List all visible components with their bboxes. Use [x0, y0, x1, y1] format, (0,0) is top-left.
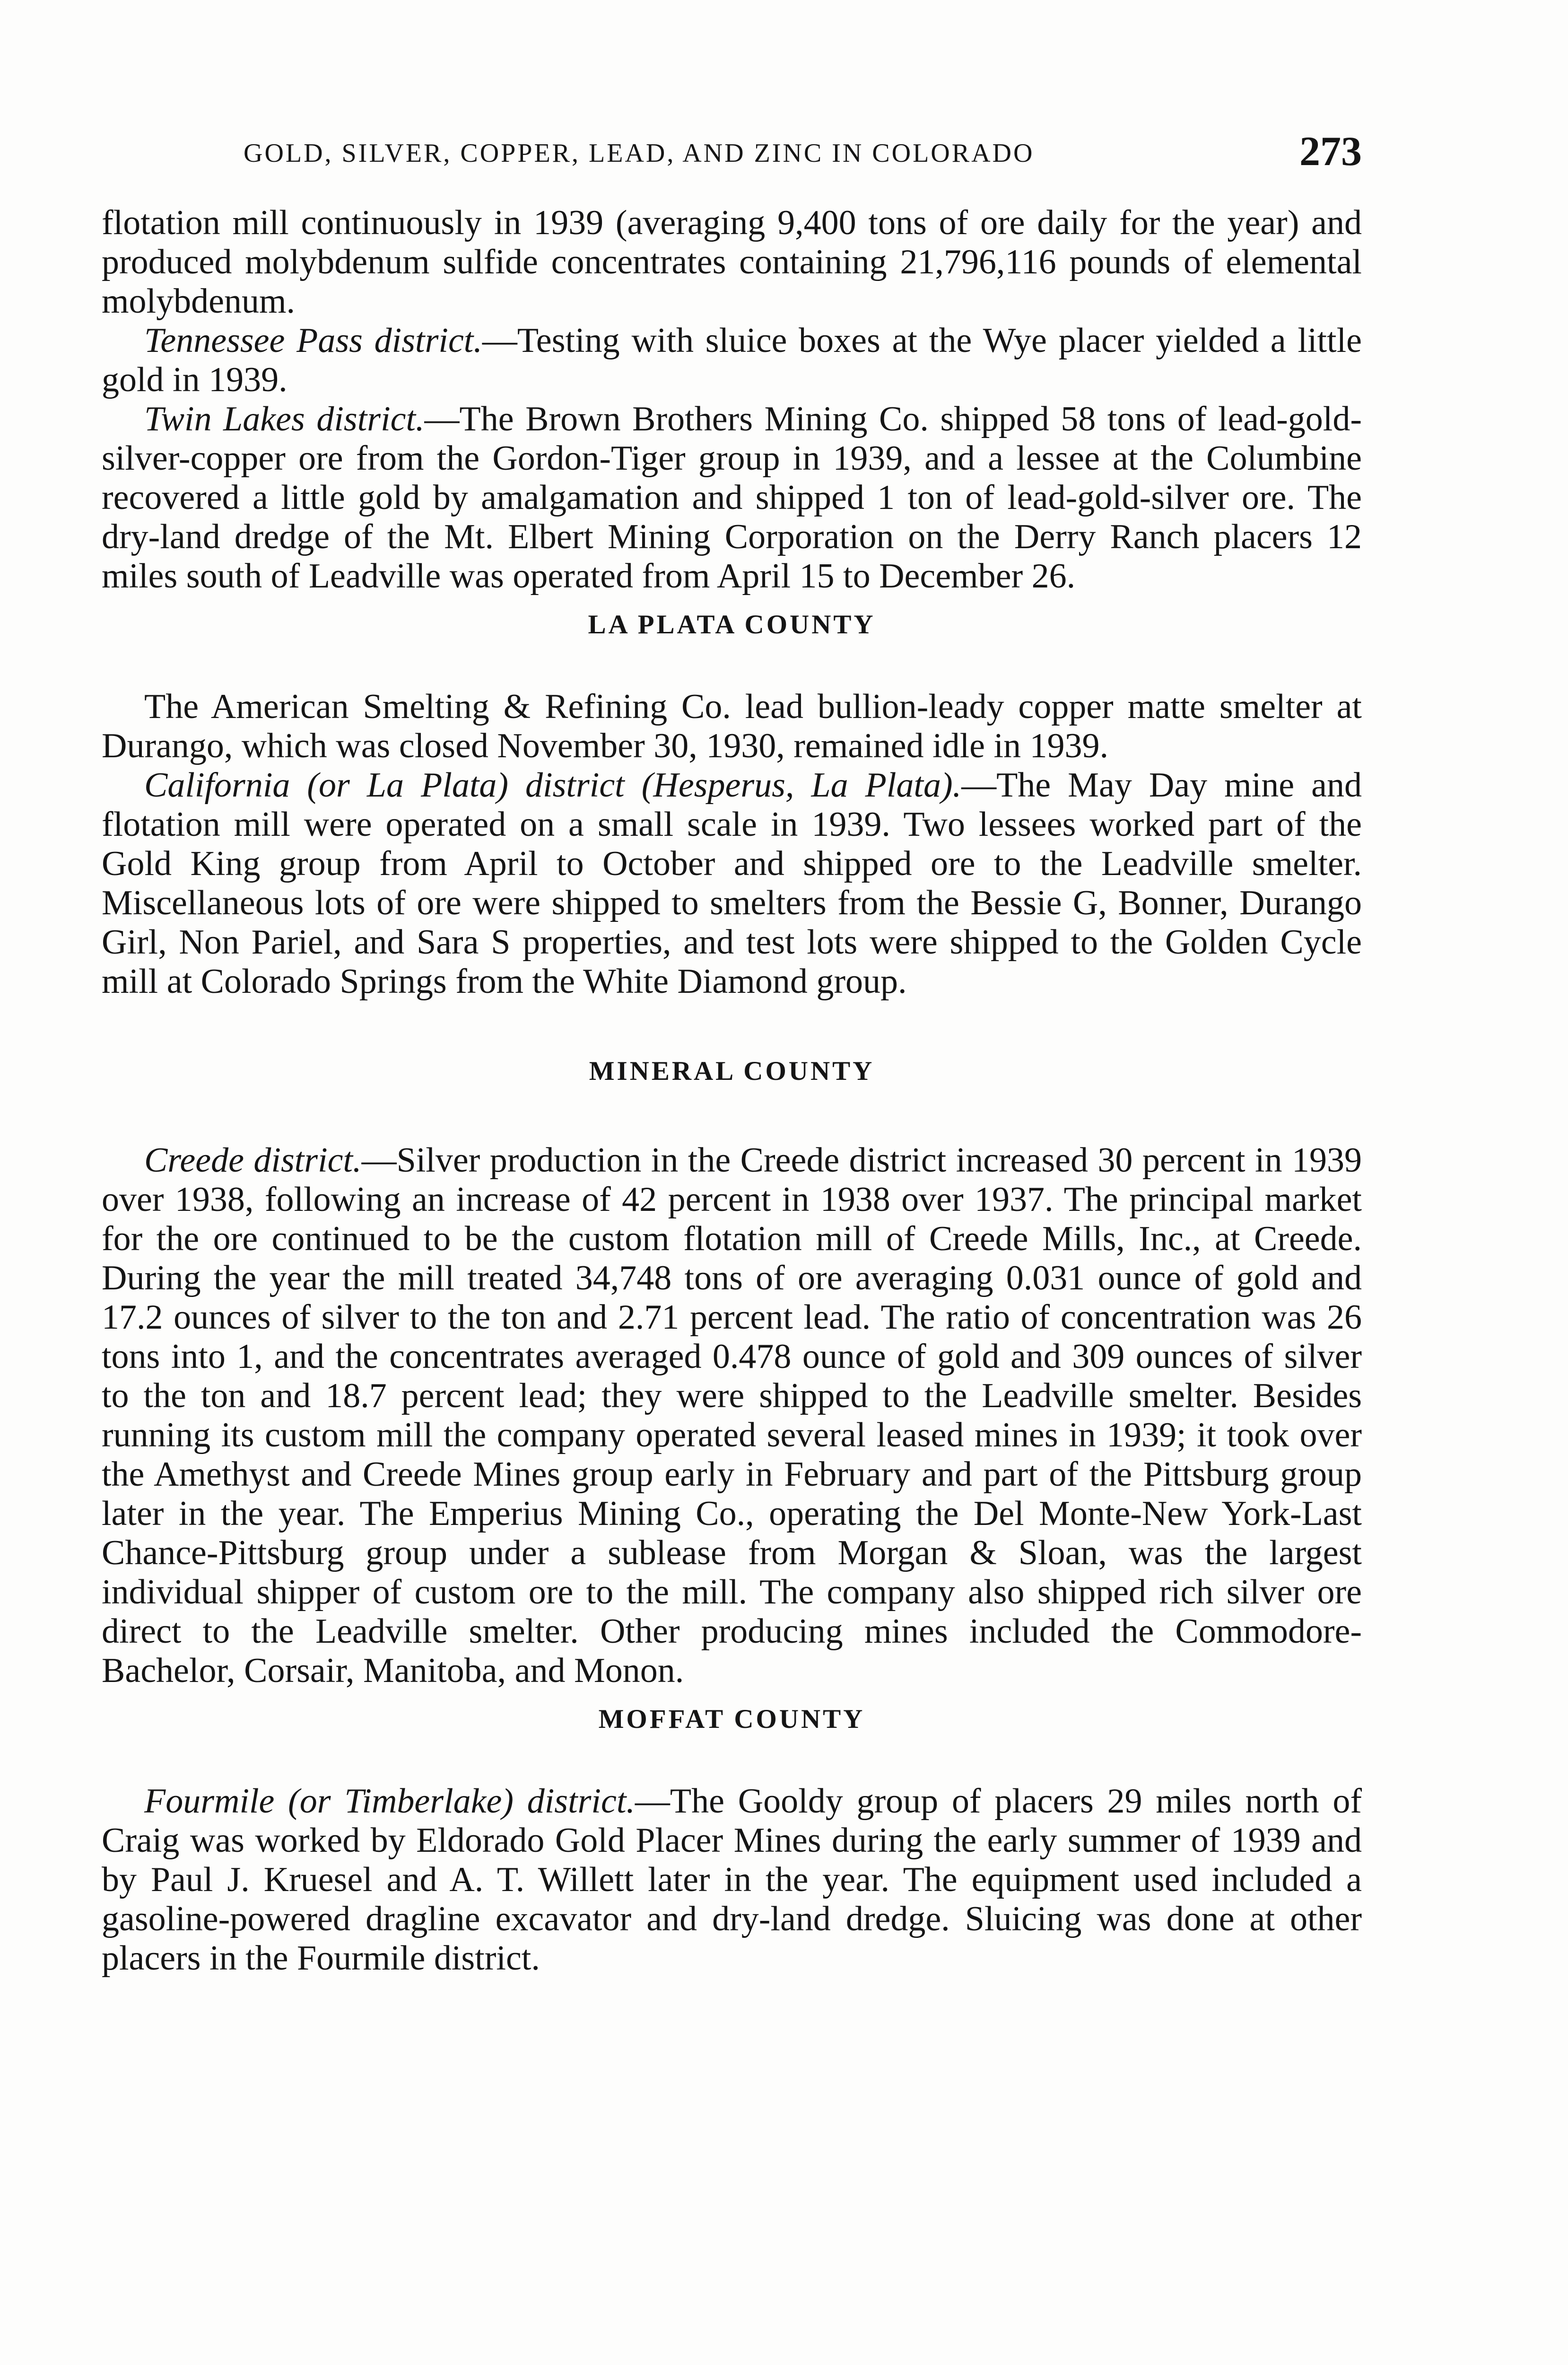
- district-heading-california: California (or La Plata) district (Hesperus, La Plata).: [144, 766, 962, 805]
- section-heading-mineral-county: MINERAL COUNTY: [589, 1056, 875, 1086]
- district-heading-tennessee-pass: Tennessee Pass district.: [144, 321, 482, 360]
- paragraph-molybdenum-continuation: flotation mill continuously in 1939 (averaging 9,400 tons of ore daily for the year) and produced molybdenum sulfide concentrates containing 21,796,116 pounds of elemental molybdenum.: [102, 203, 1362, 321]
- paragraph-california-district: [102, 766, 1362, 1001]
- paragraph-fourmile-district: [102, 1782, 1362, 1978]
- paragraph-fourmile-district-text: —The Gooldy group of placers 29 miles north of Craig was worked by Eldorado Gold Placer Mines during the early summer of 1939 and by Paul J. Kruesel and A. T. Willett later in the year. The equipment used included a gasoline-powered dragline excavator and dry-land dredge. Sluicing was done at other placers in the Fourmile district.: [102, 1782, 1362, 1978]
- district-heading-fourmile: Fourmile (or Timberlake) district.: [144, 1782, 635, 1821]
- running-title: GOLD, SILVER, COPPER, LEAD, AND ZINC IN COLORADO: [244, 139, 1035, 168]
- paragraph-tennessee-pass: [102, 321, 1362, 400]
- section-heading-moffat-county: MOFFAT COUNTY: [598, 1704, 865, 1734]
- district-heading-creede: Creede district.: [144, 1141, 362, 1180]
- body-text: [102, 203, 1362, 1978]
- page-header: [102, 128, 1362, 180]
- paragraph-creede-district-text: —Silver production in the Creede district increased 30 percent in 1939 over 1938, following an increase of 42 percent in 1938 over 1937. The principal market for the ore continued to be the custom flotation mill of Creede Mills, Inc., at Creede. During the year the mill treated 34,748 tons of ore averaging 0.031 ounce of gold and 17.2 ounces of silver to the ton and 2.71 percent lead. The ratio of concentration was 26 tons into 1, and the concentrates averaged 0.478 ounce of gold and 309 ounces of silver to the ton and 18.7 percent lead; they were shipped to the Leadville smelter. Besides running its custom mill the company operated several leased mines in 1939; it took over the Amethyst and Creede Mines group early in February and part of the Pittsburg group later in the year. The Emperius Mining Co., operating the Del Monte-New York-Last Chance-Pittsburg group under a sublease from Morgan & Sloan, was the largest individual shipper of custom ore to the mill. The company also shipped rich silver ore direct to the Leadville smelter. Other producing mines included the Commodore-Bachelor, Corsair, Manitoba, and Monon.: [102, 1141, 1362, 1690]
- paragraph-tennessee-pass-text: —Testing with sluice boxes at the Wye placer yielded a little gold in 1939.: [102, 321, 1362, 399]
- paragraph-twin-lakes-text: —The Brown Brothers Mining Co. shipped 58 tons of lead-gold-silver-copper ore from the Gordon-Tiger group in 1939, and a lessee at the Columbine recovered a little gold by amalgamation and shipped 1 ton of lead-gold-silver ore. The dry-land dredge of the Mt. Elbert Mining Corporation on the Derry Ranch placers 12 miles south of Leadville was operated from April 15 to December 26.: [102, 400, 1362, 596]
- paragraph-durango-smelter: The American Smelting & Refining Co. lead bullion-leady copper matte smelter at Durango, which was closed November 30, 1930, remained idle in 1939.: [102, 687, 1362, 765]
- district-heading-twin-lakes: Twin Lakes district.: [144, 400, 425, 438]
- paragraph-california-district-text: —The May Day mine and flotation mill were operated on a small scale in 1939. Two lessees worked part of the Gold King group from April to October and shipped ore to the Leadville smelter. Miscellaneous lots of ore were shipped to smelters from the Bessie G, Bonner, Durango Girl, Non Pariel, and Sara S properties, and test lots were shipped to the Golden Cycle mill at Colorado Springs from the White Diamond group.: [102, 766, 1362, 1001]
- section-heading-la-plata-county: LA PLATA COUNTY: [588, 610, 876, 639]
- paragraph-twin-lakes: [102, 400, 1362, 596]
- page-number: 273: [1299, 129, 1362, 175]
- paragraph-creede-district: [102, 1141, 1362, 1691]
